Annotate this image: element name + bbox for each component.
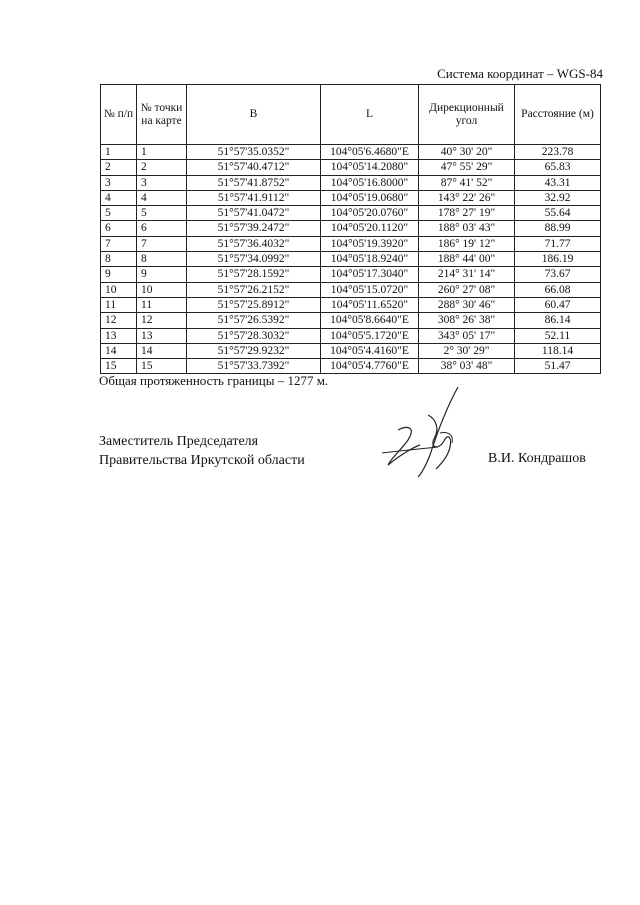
cell-num: 12 — [101, 313, 137, 328]
cell-l: 104°05'8.6640"E — [321, 313, 419, 328]
cell-angle: 288° 30' 46" — [419, 297, 515, 312]
table-row — [101, 236, 601, 251]
coord-system-label: Система координат – WGS-84 — [437, 66, 603, 81]
cell-b: 51°57'41.9112" — [187, 190, 321, 205]
total-length: Общая протяженность границы – 1277 м. — [99, 373, 329, 388]
cell-distance: 55.64 — [515, 206, 601, 221]
cell-l: 104°05'14.2080" — [321, 160, 419, 175]
cell-l: 104°05'11.6520" — [321, 297, 419, 312]
cell-b: 51°57'33.7392" — [187, 359, 321, 374]
cell-distance: 65.83 — [515, 160, 601, 175]
table-row — [101, 145, 601, 160]
cell-l: 104°05'4.7760"E — [321, 359, 419, 374]
cell-point: 15 — [137, 359, 187, 374]
cell-point: 2 — [137, 160, 187, 175]
cell-distance: 86.14 — [515, 313, 601, 328]
cell-l: 104°05'20.1120" — [321, 221, 419, 236]
cell-b: 51°57'28.1592" — [187, 267, 321, 282]
table-row — [101, 175, 601, 190]
signatory-title — [99, 432, 305, 470]
cell-distance: 60.47 — [515, 297, 601, 312]
cell-num: 11 — [101, 297, 137, 312]
cell-l: 104°05'5.1720"E — [321, 328, 419, 343]
cell-point: 8 — [137, 252, 187, 267]
header-point: № точки на карте — [137, 85, 187, 145]
cell-angle: 260° 27' 08" — [419, 282, 515, 297]
cell-num: 5 — [101, 206, 137, 221]
signatory-name: В.И. Кондрашов — [488, 451, 586, 466]
table-header-row — [101, 85, 601, 145]
table-row — [101, 328, 601, 343]
cell-b: 51°57'25.8912" — [187, 297, 321, 312]
cell-point: 6 — [137, 221, 187, 236]
cell-distance: 118.14 — [515, 343, 601, 358]
cell-num: 3 — [101, 175, 137, 190]
cell-b: 51°57'39.2472" — [187, 221, 321, 236]
cell-distance: 88.99 — [515, 221, 601, 236]
header-num: № п/п — [101, 85, 137, 145]
cell-b: 51°57'40.4712" — [187, 160, 321, 175]
table-row — [101, 206, 601, 221]
coordinates-table — [100, 84, 601, 374]
cell-num: 1 — [101, 145, 137, 160]
cell-l: 104°05'16.8000" — [321, 175, 419, 190]
cell-b: 51°57'41.8752" — [187, 175, 321, 190]
cell-l: 104°05'6.4680"E — [321, 145, 419, 160]
cell-point: 13 — [137, 328, 187, 343]
cell-b: 51°57'34.0992" — [187, 252, 321, 267]
cell-angle: 2° 30' 29" — [419, 343, 515, 358]
cell-distance: 32.92 — [515, 190, 601, 205]
cell-angle: 38° 03' 48" — [419, 359, 515, 374]
cell-num: 4 — [101, 190, 137, 205]
handwritten-signature — [378, 385, 488, 480]
cell-point: 9 — [137, 267, 187, 282]
cell-angle: 47° 55' 29" — [419, 160, 515, 175]
cell-distance: 66.08 — [515, 282, 601, 297]
cell-num: 7 — [101, 236, 137, 251]
cell-b: 51°57'26.2152" — [187, 282, 321, 297]
header-angle: Дирекционный угол — [419, 85, 515, 145]
cell-angle: 214° 31' 14" — [419, 267, 515, 282]
cell-l: 104°05'20.0760" — [321, 206, 419, 221]
table-row — [101, 297, 601, 312]
cell-l: 104°05'19.0680" — [321, 190, 419, 205]
cell-point: 11 — [137, 297, 187, 312]
cell-b: 51°57'28.3032" — [187, 328, 321, 343]
header-b: B — [187, 85, 321, 145]
cell-angle: 186° 19' 12" — [419, 236, 515, 251]
cell-point: 1 — [137, 145, 187, 160]
cell-l: 104°05'19.3920" — [321, 236, 419, 251]
table-row — [101, 282, 601, 297]
signatory-title-line2: Правительства Иркутской области — [99, 453, 305, 468]
cell-angle: 178° 27' 19" — [419, 206, 515, 221]
table-row — [101, 160, 601, 175]
cell-b: 51°57'26.5392" — [187, 313, 321, 328]
cell-b: 51°57'41.0472" — [187, 206, 321, 221]
cell-distance: 51.47 — [515, 359, 601, 374]
cell-point: 4 — [137, 190, 187, 205]
cell-angle: 343° 05' 17" — [419, 328, 515, 343]
cell-distance: 71.77 — [515, 236, 601, 251]
cell-angle: 188° 03' 43" — [419, 221, 515, 236]
cell-distance: 43.31 — [515, 175, 601, 190]
cell-point: 10 — [137, 282, 187, 297]
table-row — [101, 359, 601, 374]
table-row — [101, 343, 601, 358]
cell-angle: 87° 41' 52" — [419, 175, 515, 190]
cell-num: 9 — [101, 267, 137, 282]
table-row — [101, 252, 601, 267]
table-row — [101, 190, 601, 205]
cell-num: 15 — [101, 359, 137, 374]
cell-b: 51°57'29.9232" — [187, 343, 321, 358]
cell-distance: 186.19 — [515, 252, 601, 267]
cell-angle: 143° 22' 26" — [419, 190, 515, 205]
cell-angle: 40° 30' 20" — [419, 145, 515, 160]
cell-point: 7 — [137, 236, 187, 251]
cell-point: 5 — [137, 206, 187, 221]
table-row — [101, 267, 601, 282]
cell-l: 104°05'18.9240" — [321, 252, 419, 267]
cell-point: 14 — [137, 343, 187, 358]
cell-num: 6 — [101, 221, 137, 236]
cell-b: 51°57'35.0352" — [187, 145, 321, 160]
cell-l: 104°05'4.4160"E — [321, 343, 419, 358]
cell-b: 51°57'36.4032" — [187, 236, 321, 251]
header-l: L — [321, 85, 419, 145]
cell-num: 2 — [101, 160, 137, 175]
cell-distance: 52.11 — [515, 328, 601, 343]
cell-point: 12 — [137, 313, 187, 328]
cell-num: 10 — [101, 282, 137, 297]
cell-angle: 188° 44' 00" — [419, 252, 515, 267]
cell-distance: 223.78 — [515, 145, 601, 160]
table-row — [101, 221, 601, 236]
cell-l: 104°05'17.3040" — [321, 267, 419, 282]
cell-num: 13 — [101, 328, 137, 343]
cell-angle: 308° 26' 38" — [419, 313, 515, 328]
cell-num: 14 — [101, 343, 137, 358]
cell-point: 3 — [137, 175, 187, 190]
signatory-title-line1: Заместитель Председателя — [99, 434, 259, 449]
cell-num: 8 — [101, 252, 137, 267]
header-distance: Расстояние (м) — [515, 85, 601, 145]
cell-distance: 73.67 — [515, 267, 601, 282]
cell-l: 104°05'15.0720" — [321, 282, 419, 297]
table-row — [101, 313, 601, 328]
